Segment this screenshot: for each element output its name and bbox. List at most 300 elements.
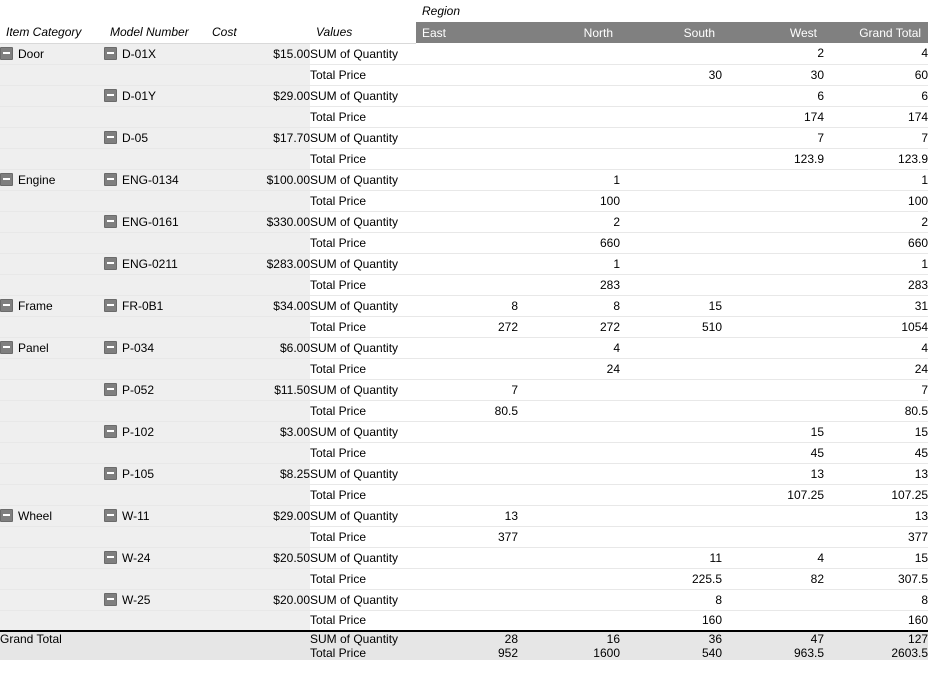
value-price-south (620, 484, 722, 505)
measure-label-quantity: SUM of Quantity (310, 211, 416, 232)
model-label: W-11 (122, 508, 150, 523)
category-label: Engine (18, 172, 56, 187)
category-cell-empty (0, 85, 104, 106)
value-quantity-north (518, 463, 620, 484)
grand-total-price-south: 540 (620, 646, 722, 660)
model-cell-empty (104, 316, 206, 337)
category-cell-empty (0, 274, 104, 295)
value-quantity-total: 4 (824, 337, 928, 358)
value-quantity-west: 15 (722, 421, 824, 442)
value-quantity-east: 7 (416, 379, 518, 400)
value-price-south (620, 358, 722, 379)
category-cell-empty (0, 547, 104, 568)
model-label: P-102 (122, 424, 155, 439)
header-row-columns (0, 22, 928, 43)
measure-label-quantity: SUM of Quantity (310, 589, 416, 610)
cost-cell: $34.00 (206, 295, 310, 316)
model-cell (104, 211, 206, 232)
value-quantity-east (416, 589, 518, 610)
grand-total-price-east: 952 (416, 646, 518, 660)
measure-label-quantity: SUM of Quantity (310, 43, 416, 64)
table-row (0, 295, 928, 316)
cost-cell: $11.50 (206, 379, 310, 400)
value-quantity-north: 2 (518, 211, 620, 232)
value-quantity-west (722, 253, 824, 274)
table-row (0, 568, 928, 589)
header-item-category[interactable]: Item Category (0, 22, 104, 43)
value-price-east (416, 568, 518, 589)
value-quantity-south: 15 (620, 295, 722, 316)
model-cell (104, 127, 206, 148)
value-quantity-total: 13 (824, 463, 928, 484)
category-cell-empty (0, 232, 104, 253)
cost-cell-empty (206, 358, 310, 379)
measure-label-quantity: SUM of Quantity (310, 463, 416, 484)
measure-label-price: Total Price (310, 64, 416, 85)
header-row-region (0, 0, 928, 22)
grand-total-quantity-west: 47 (722, 631, 824, 646)
collapse-category-icon[interactable] (0, 509, 13, 522)
model-cell (104, 295, 206, 316)
measure-label-quantity: SUM of Quantity (310, 505, 416, 526)
model-label: W-24 (122, 550, 151, 565)
category-cell-empty (0, 127, 104, 148)
value-price-south (620, 442, 722, 463)
value-quantity-east (416, 253, 518, 274)
grand-total-label: Grand Total (0, 631, 310, 646)
value-quantity-south (620, 127, 722, 148)
value-quantity-north: 8 (518, 295, 620, 316)
value-quantity-south (620, 85, 722, 106)
value-price-east: 272 (416, 316, 518, 337)
model-cell-empty (104, 148, 206, 169)
value-price-north (518, 442, 620, 463)
model-cell (104, 589, 206, 610)
model-cell (104, 547, 206, 568)
value-price-west: 30 (722, 64, 824, 85)
measure-label-quantity: SUM of Quantity (310, 547, 416, 568)
model-cell-empty (104, 568, 206, 589)
value-price-total: 660 (824, 232, 928, 253)
value-price-west (722, 232, 824, 253)
model-cell (104, 421, 206, 442)
table-body (0, 43, 928, 631)
value-quantity-total: 8 (824, 589, 928, 610)
category-cell (0, 337, 104, 358)
grand-total-price-total: 2603.5 (824, 646, 928, 660)
model-cell (104, 505, 206, 526)
category-cell-empty (0, 211, 104, 232)
value-price-north: 24 (518, 358, 620, 379)
value-quantity-total: 6 (824, 85, 928, 106)
collapse-model-icon[interactable] (104, 131, 117, 144)
table-row (0, 379, 928, 400)
category-label: Door (18, 46, 45, 61)
value-quantity-east (416, 337, 518, 358)
model-cell (104, 463, 206, 484)
collapse-category-icon[interactable] (0, 173, 13, 186)
value-price-north: 100 (518, 190, 620, 211)
value-price-total: 1054 (824, 316, 928, 337)
value-price-south: 225.5 (620, 568, 722, 589)
table-row (0, 400, 928, 421)
model-label: D-01X (122, 46, 157, 61)
cost-cell: $15.00 (206, 43, 310, 64)
value-price-east (416, 106, 518, 127)
measure-label-price: Total Price (310, 568, 416, 589)
cost-cell-empty (206, 148, 310, 169)
header-region-east[interactable]: East (416, 22, 518, 43)
measure-label-price: Total Price (310, 610, 416, 631)
measure-label-quantity: SUM of Quantity (310, 337, 416, 358)
table-row (0, 43, 928, 64)
value-quantity-total: 7 (824, 379, 928, 400)
value-price-north: 272 (518, 316, 620, 337)
table-row (0, 337, 928, 358)
table-row (0, 316, 928, 337)
measure-label-price: Total Price (310, 148, 416, 169)
table-row (0, 484, 928, 505)
category-cell-empty (0, 610, 104, 631)
cost-cell-empty (206, 106, 310, 127)
value-price-south (620, 274, 722, 295)
category-cell-empty (0, 190, 104, 211)
model-cell-empty (104, 274, 206, 295)
collapse-category-icon[interactable] (0, 47, 13, 60)
category-cell-empty (0, 526, 104, 547)
category-cell-empty (0, 106, 104, 127)
table-footer (0, 631, 928, 660)
model-cell-empty (104, 106, 206, 127)
cost-cell-empty (206, 568, 310, 589)
category-label: Panel (18, 340, 49, 355)
collapse-model-icon[interactable] (104, 257, 117, 270)
value-quantity-east: 8 (416, 295, 518, 316)
grand-total-price-row (0, 646, 928, 660)
measure-label-price: Total Price (310, 232, 416, 253)
category-cell (0, 295, 104, 316)
value-quantity-north (518, 421, 620, 442)
value-price-east: 80.5 (416, 400, 518, 421)
value-price-total: 174 (824, 106, 928, 127)
table-row (0, 148, 928, 169)
measure-label-quantity: SUM of Quantity (310, 379, 416, 400)
model-cell (104, 253, 206, 274)
value-quantity-total: 2 (824, 211, 928, 232)
collapse-model-icon[interactable] (104, 215, 117, 228)
cost-cell: $283.00 (206, 253, 310, 274)
header-grand-total[interactable]: Grand Total (824, 22, 928, 43)
value-quantity-north (518, 85, 620, 106)
model-cell-empty (104, 190, 206, 211)
value-price-west: 123.9 (722, 148, 824, 169)
value-price-east (416, 442, 518, 463)
model-cell (104, 379, 206, 400)
measure-label-price: Total Price (310, 190, 416, 211)
header-region-west[interactable]: West (722, 22, 824, 43)
header-spacer-cost (206, 0, 310, 22)
category-cell-empty (0, 379, 104, 400)
category-cell-empty (0, 358, 104, 379)
model-cell-empty (104, 484, 206, 505)
value-quantity-west (722, 169, 824, 190)
value-price-total: 377 (824, 526, 928, 547)
value-price-total: 160 (824, 610, 928, 631)
value-price-south: 30 (620, 64, 722, 85)
model-label: P-052 (122, 382, 155, 397)
cost-cell: $29.00 (206, 85, 310, 106)
category-cell-empty (0, 484, 104, 505)
value-quantity-total: 15 (824, 421, 928, 442)
measure-label-price: Total Price (310, 526, 416, 547)
value-price-south (620, 400, 722, 421)
header-region-south[interactable]: South (620, 22, 722, 43)
cost-cell-empty (206, 484, 310, 505)
header-spacer-values (310, 0, 416, 22)
measure-label-quantity: SUM of Quantity (310, 85, 416, 106)
measure-label-price: Total Price (310, 484, 416, 505)
value-price-total: 80.5 (824, 400, 928, 421)
value-price-east: 377 (416, 526, 518, 547)
table-row (0, 127, 928, 148)
model-label: D-01Y (122, 88, 157, 103)
grand-total-price-label: Total Price (310, 646, 416, 660)
cost-cell: $29.00 (206, 505, 310, 526)
collapse-category-icon[interactable] (0, 341, 13, 354)
category-cell-empty (0, 421, 104, 442)
value-quantity-east (416, 169, 518, 190)
collapse-model-icon[interactable] (104, 593, 117, 606)
value-price-north (518, 148, 620, 169)
header-values[interactable]: Values (310, 22, 416, 43)
cost-cell: $6.00 (206, 337, 310, 358)
value-quantity-west (722, 295, 824, 316)
collapse-model-icon[interactable] (104, 89, 117, 102)
table-row (0, 547, 928, 568)
table-row (0, 442, 928, 463)
value-quantity-east (416, 211, 518, 232)
grand-total-quantity-south: 36 (620, 631, 722, 646)
table-row (0, 421, 928, 442)
header-region-field[interactable]: Region (416, 0, 928, 22)
value-price-east (416, 274, 518, 295)
grand-total-quantity-row (0, 631, 928, 646)
value-price-west: 107.25 (722, 484, 824, 505)
value-price-south (620, 526, 722, 547)
value-quantity-east (416, 547, 518, 568)
model-label: P-034 (122, 340, 155, 355)
header-cost[interactable]: Cost (206, 22, 310, 43)
value-price-west: 45 (722, 442, 824, 463)
value-quantity-south (620, 169, 722, 190)
value-price-total: 107.25 (824, 484, 928, 505)
measure-label-quantity: SUM of Quantity (310, 421, 416, 442)
model-cell-empty (104, 64, 206, 85)
table-row (0, 253, 928, 274)
table-row (0, 505, 928, 526)
model-label: ENG-0161 (122, 214, 179, 229)
cost-cell-empty (206, 400, 310, 421)
collapse-model-icon[interactable] (104, 551, 117, 564)
model-cell-empty (104, 526, 206, 547)
value-quantity-south (620, 463, 722, 484)
grand-total-quantity-north: 16 (518, 631, 620, 646)
value-price-total: 100 (824, 190, 928, 211)
header-spacer-category (0, 0, 104, 22)
collapse-model-icon[interactable] (104, 467, 117, 480)
value-price-west (722, 526, 824, 547)
table-row (0, 190, 928, 211)
value-price-east (416, 148, 518, 169)
value-quantity-south (620, 253, 722, 274)
value-price-south (620, 106, 722, 127)
table-row (0, 211, 928, 232)
value-price-north: 283 (518, 274, 620, 295)
grand-total-quantity-total: 127 (824, 631, 928, 646)
header-model-number[interactable]: Model Number (104, 22, 206, 43)
collapse-model-icon[interactable] (104, 509, 117, 522)
category-cell-empty (0, 64, 104, 85)
value-price-north: 660 (518, 232, 620, 253)
value-quantity-west (722, 211, 824, 232)
header-region-north[interactable]: North (518, 22, 620, 43)
value-quantity-north (518, 127, 620, 148)
model-label: ENG-0134 (122, 172, 179, 187)
cost-cell: $100.00 (206, 169, 310, 190)
value-price-north (518, 64, 620, 85)
model-cell (104, 169, 206, 190)
grand-total-price-west: 963.5 (722, 646, 824, 660)
value-quantity-west: 6 (722, 85, 824, 106)
category-cell-empty (0, 400, 104, 421)
value-quantity-south (620, 421, 722, 442)
table-header (0, 0, 928, 43)
value-price-total: 45 (824, 442, 928, 463)
value-price-west (722, 316, 824, 337)
value-quantity-east (416, 127, 518, 148)
value-quantity-north (518, 547, 620, 568)
collapse-model-icon[interactable] (104, 299, 117, 312)
table-row (0, 526, 928, 547)
value-price-north (518, 106, 620, 127)
value-price-north (518, 526, 620, 547)
value-price-east (416, 484, 518, 505)
cost-cell-empty (206, 316, 310, 337)
collapse-model-icon[interactable] (104, 341, 117, 354)
model-cell-empty (104, 232, 206, 253)
cost-cell: $17.70 (206, 127, 310, 148)
value-quantity-total: 1 (824, 169, 928, 190)
model-label: D-05 (122, 130, 149, 145)
table-row (0, 106, 928, 127)
category-cell-empty (0, 148, 104, 169)
value-quantity-north (518, 379, 620, 400)
cost-cell: $330.00 (206, 211, 310, 232)
model-cell-empty (104, 358, 206, 379)
cost-cell: $3.00 (206, 421, 310, 442)
value-quantity-total: 1 (824, 253, 928, 274)
grand-total-price-spacer (0, 646, 310, 660)
value-quantity-west (722, 505, 824, 526)
model-cell-empty (104, 610, 206, 631)
measure-label-quantity: SUM of Quantity (310, 127, 416, 148)
measure-label-price: Total Price (310, 274, 416, 295)
model-cell (104, 43, 206, 64)
value-price-south (620, 232, 722, 253)
cost-cell-empty (206, 190, 310, 211)
value-quantity-north: 1 (518, 169, 620, 190)
grand-total-price-north: 1600 (518, 646, 620, 660)
measure-label-price: Total Price (310, 442, 416, 463)
cost-cell: $20.50 (206, 547, 310, 568)
measure-label-quantity: SUM of Quantity (310, 295, 416, 316)
collapse-model-icon[interactable] (104, 425, 117, 438)
value-price-east (416, 610, 518, 631)
value-price-west: 82 (722, 568, 824, 589)
value-price-total: 60 (824, 64, 928, 85)
value-price-east (416, 64, 518, 85)
value-quantity-north: 1 (518, 253, 620, 274)
value-price-south (620, 148, 722, 169)
model-cell-empty (104, 400, 206, 421)
table-row (0, 169, 928, 190)
value-quantity-total: 4 (824, 43, 928, 64)
value-price-west (722, 274, 824, 295)
value-price-north (518, 610, 620, 631)
grand-total-quantity-label: SUM of Quantity (310, 631, 416, 646)
category-cell (0, 169, 104, 190)
collapse-category-icon[interactable] (0, 299, 13, 312)
grand-total-quantity-east: 28 (416, 631, 518, 646)
value-price-north (518, 484, 620, 505)
category-label: Wheel (18, 508, 53, 523)
category-cell-empty (0, 463, 104, 484)
table-row (0, 232, 928, 253)
category-cell (0, 505, 104, 526)
cost-cell-empty (206, 274, 310, 295)
table-row (0, 274, 928, 295)
value-quantity-total: 31 (824, 295, 928, 316)
collapse-model-icon[interactable] (104, 47, 117, 60)
value-quantity-south (620, 379, 722, 400)
measure-label-price: Total Price (310, 358, 416, 379)
collapse-model-icon[interactable] (104, 383, 117, 396)
header-spacer-model (104, 0, 206, 22)
value-quantity-north (518, 43, 620, 64)
measure-label-price: Total Price (310, 400, 416, 421)
table-row (0, 85, 928, 106)
value-price-south (620, 190, 722, 211)
measure-label-quantity: SUM of Quantity (310, 253, 416, 274)
measure-label-quantity: SUM of Quantity (310, 169, 416, 190)
value-price-east (416, 358, 518, 379)
table-row (0, 589, 928, 610)
cost-cell-empty (206, 232, 310, 253)
cost-cell: $20.00 (206, 589, 310, 610)
value-quantity-total: 15 (824, 547, 928, 568)
category-cell-empty (0, 568, 104, 589)
value-quantity-east (416, 421, 518, 442)
model-label: FR-0B1 (122, 298, 164, 313)
value-quantity-east (416, 43, 518, 64)
category-cell-empty (0, 316, 104, 337)
collapse-model-icon[interactable] (104, 173, 117, 186)
model-cell (104, 85, 206, 106)
table-row (0, 358, 928, 379)
value-price-east (416, 232, 518, 253)
value-price-total: 307.5 (824, 568, 928, 589)
value-quantity-south (620, 505, 722, 526)
